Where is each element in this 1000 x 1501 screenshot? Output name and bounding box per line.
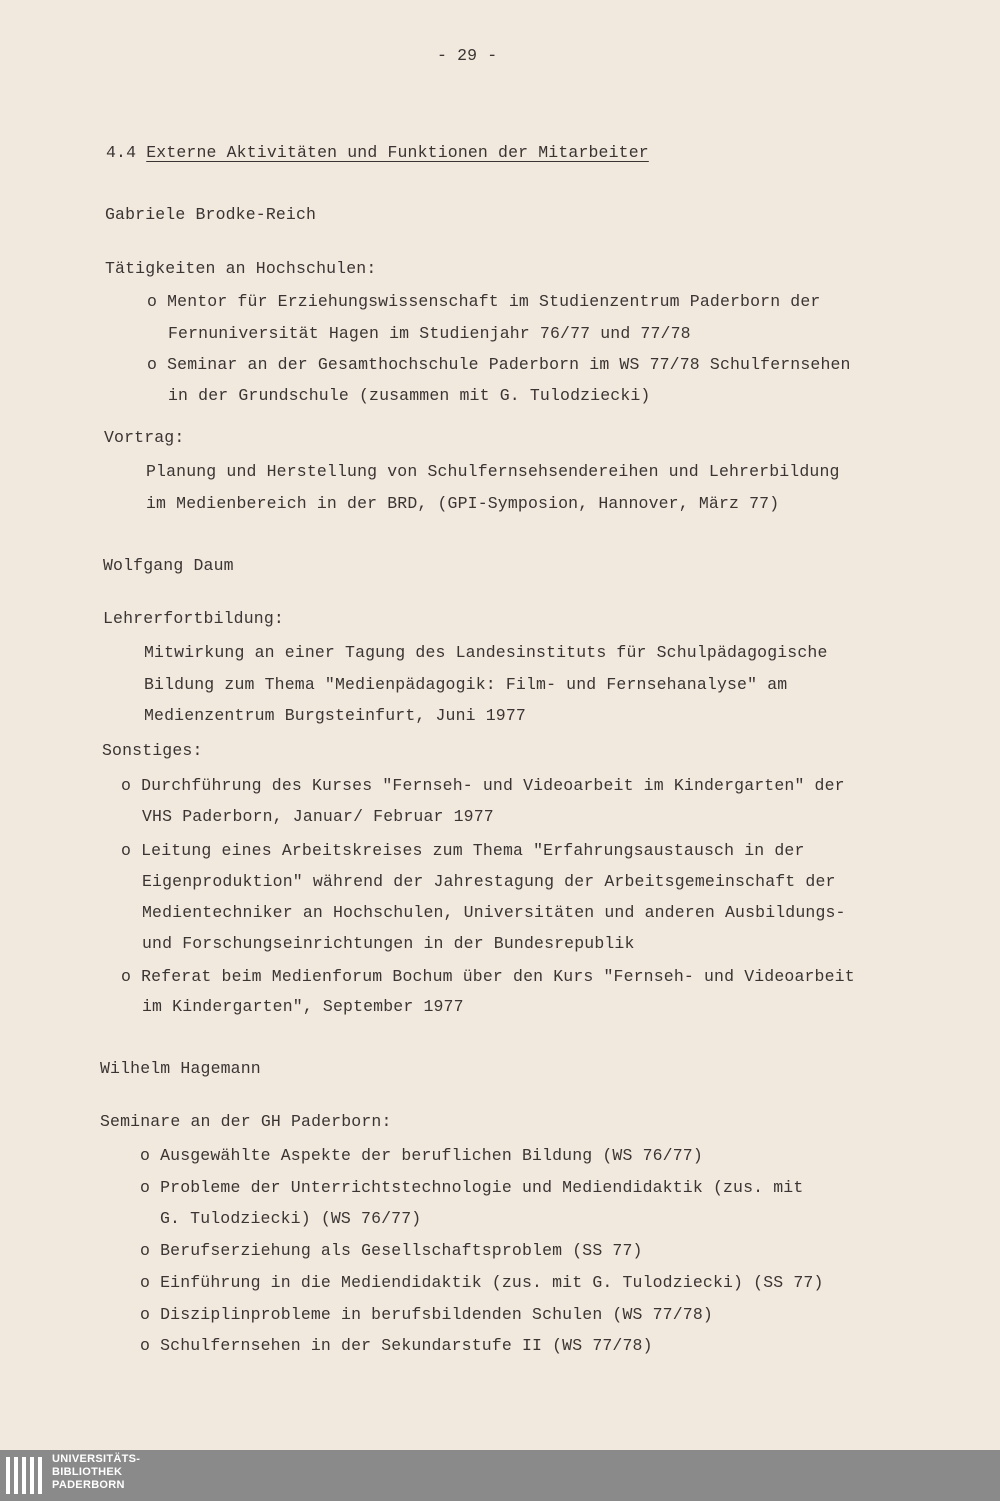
logo-line: PADERBORN [52,1479,125,1491]
list-item-line: Medientechniker an Hochschulen, Universitäten und anderen Ausbildungs- [142,903,846,922]
list-item-line: VHS Paderborn, Januar/ Februar 1977 [142,807,494,826]
list-item-line: o Seminar an der Gesamthochschule Paderborn im WS 77/78 Schulfernsehen [147,355,851,374]
group-heading: Seminare an der GH Paderborn: [100,1112,392,1131]
list-item-line: Fernuniversität Hagen im Studienjahr 76/77 und 77/78 [168,324,691,343]
library-logo-text [52,1453,140,1492]
logo-line: UNIVERSITÄTS- [52,1453,141,1465]
section-heading [106,143,649,162]
list-item-line: o Berufserziehung als Gesellschaftsproblem (SS 77) [140,1241,643,1260]
page-number: - 29 - [437,46,498,65]
person-name: Wilhelm Hagemann [100,1059,261,1078]
list-item-line: o Ausgewählte Aspekte der beruflichen Bildung (WS 76/77) [140,1146,703,1165]
section-title: Externe Aktivitäten und Funktionen der Mitarbeiter [146,143,649,162]
list-item-line: o Durchführung des Kurses "Fernseh- und Videoarbeit im Kindergarten" der [121,776,845,795]
list-item-line: o Referat beim Medienforum Bochum über den Kurs "Fernseh- und Videoarbeit [121,967,855,986]
group-heading: Tätigkeiten an Hochschulen: [105,259,377,278]
group-heading: Lehrerfortbildung: [103,609,284,628]
section-number: 4.4 [106,143,137,162]
list-item-line: o Leitung eines Arbeitskreises zum Thema "Erfahrungsaustausch in der [121,841,805,860]
list-item-line: in der Grundschule (zusammen mit G. Tulodziecki) [168,386,651,405]
list-item-line: o Disziplinprobleme in berufsbildenden Schulen (WS 77/78) [140,1305,713,1324]
paragraph-line: Planung und Herstellung von Schulfernsehsendereihen und Lehrerbildung [146,462,840,481]
list-item-line: Eigenproduktion" während der Jahrestagung der Arbeitsgemeinschaft der [142,872,836,891]
library-logo-icon [4,1453,46,1498]
list-item-line: o Schulfernsehen in der Sekundarstufe II (WS 77/78) [140,1336,653,1355]
paragraph-line: im Medienbereich in der BRD, (GPI-Symposion, Hannover, März 77) [146,494,780,513]
person-name: Gabriele Brodke-Reich [105,205,317,224]
paragraph-line: Bildung zum Thema "Medienpädagogik: Film- und Fernsehanalyse" am [144,675,788,694]
logo-line: BIBLIOTHEK [52,1466,123,1478]
list-item-line: im Kindergarten", September 1977 [142,997,464,1016]
list-item-line: o Probleme der Unterrichtstechnologie und Mediendidaktik (zus. mit [140,1178,804,1197]
group-heading: Vortrag: [104,428,185,447]
list-item-line: G. Tulodziecki) (WS 76/77) [160,1209,422,1228]
list-item-line: o Einführung in die Mediendidaktik (zus. mit G. Tulodziecki) (SS 77) [140,1273,824,1292]
paragraph-line: Mitwirkung an einer Tagung des Landesinstituts für Schulpädagogische [144,643,828,662]
person-name: Wolfgang Daum [103,556,234,575]
group-heading: Sonstiges: [102,741,203,760]
list-item-line: o Mentor für Erziehungswissenschaft im Studienzentrum Paderborn der [147,292,821,311]
list-item-line: und Forschungseinrichtungen in der Bundesrepublik [142,934,635,953]
paragraph-line: Medienzentrum Burgsteinfurt, Juni 1977 [144,706,526,725]
library-footer [0,1450,1000,1501]
